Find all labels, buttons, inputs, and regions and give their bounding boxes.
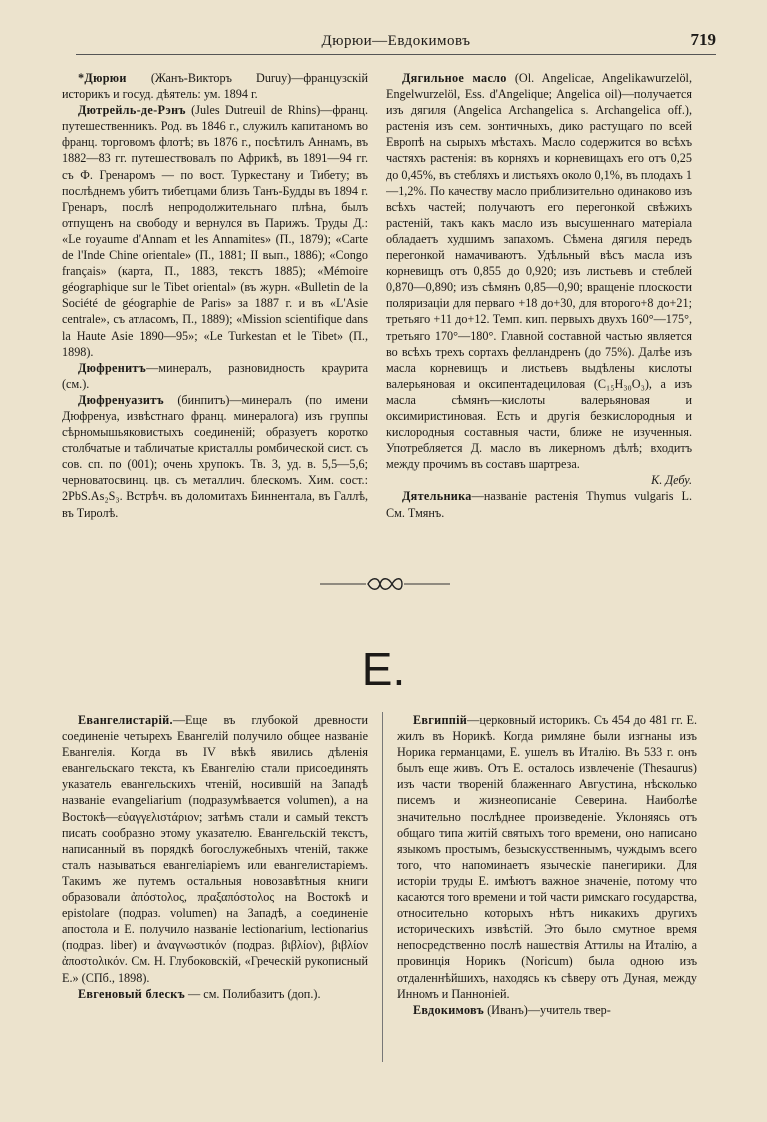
page-number: 719 <box>690 30 716 49</box>
entry-text: (Jules Dutreuil de Rhins)—франц. путешественникъ. Род. въ 1846 г., служилъ капитаномъ во франц. торговомъ флотѣ; въ 1876 г., посѣтилъ Аннамъ, въ 1882—83 гг. путешествовалъ по Африкѣ, въ 1891—94 гг. съ Ф. Гренаромъ — по вост. Туркестану и Тибету; въ послѣднемъ убитъ тибетцами близъ Танъ-Будды въ 1894 г. Гренаръ, послѣ непродолжительнаго плѣна, былъ отпущенъ на свободу и вернулся въ Парижъ. Труды Д.: «Le royaume d'Annam et les Annamites» (П., 1879); «Carte de l'Inde Chine orientale» (П., 1881; II вып., 1886); «Congo français» (карта, П., 1883, текстъ 1885); «Mémoire géographique sur le Tibet oriental» (въ журн. «Bulletin de la Société de géographie de Paris» за 1887 г. и въ «L'Asie centrale», съ атласомъ, П., 1889); «Mission scientifique dans la Haute Asie 1890—95»; «Le Turkestan et le Tibet» (П., 1898). <box>62 103 368 359</box>
entry-headword: Дютрейль-де-Рэнъ <box>78 103 186 118</box>
entry-angelica-oil <box>386 70 692 472</box>
entry-text: —Еще въ глубокой древности соединеніе четырехъ Евангелій получило общее названіе Евангелія. Когда въ IV вѣкѣ явились дѣленія евангельскаго текста, къ Евангелію стали присоединять указатель евангельскихъ чтеній, носившій на Западѣ названіе evangeliarium (подразумѣвается volumen), а на Востокѣ—εὐαγγελιστάριον; затѣмъ стали и самый текстъ писать сообразно этому указателю. Евангельскій текстъ, написанный въ порядкѣ богослужебныхъ чтеній, также сталъ называться евангеліаріемъ или евангелистаріемъ. Такимъ же путемъ остальныя новозавѣтныя книги образовали ἀπόστολος, πραξαπόστολος на Востокѣ и epistolare (подраз. volumen) на Западѣ, а соединеніе апостола и Е. получило названіе lectionarium, lectionarius (подраз. liber) и ἀναγνωστικόν (подраз. βιβλίον), βιβλίον ἀποστολικόν. См. Н. Глубоковскій, «Греческій рукописный Е.» (СПб., 1898). <box>62 713 368 985</box>
entry-headword: Дятельника <box>402 489 472 504</box>
author-signature: К. Дебу. <box>651 473 692 488</box>
entry-headword: Евгиппій <box>413 713 468 727</box>
entry-headword: Дюфренитъ <box>78 360 147 375</box>
section-letter: Е. <box>361 643 406 695</box>
running-title: Дюрюи—Евдокимовъ <box>321 33 471 49</box>
entry-text: — см. Полибазитъ (доп.). <box>185 986 321 1001</box>
entry-dutreuil <box>62 102 368 360</box>
entry-text: (бинпитъ)—минералъ (по имени Дюфренуа, извѣстнаго франц. минералога) изъ группы сѣрномышьяковистыхъ соединеній; образуетъ коротко столбчатые и табличатые кристаллы ромбической сист. съ сов. сп. по (001); очень хрупокъ. Тв. 3, уд. в. 5,5—5,6; черноватосвинц. цв. съ металлич. блескомъ. Хим. сост.: 2PbS.As₂S₃. Встрѣч. въ доломитахъ Биннентала, въ Галлѣ, въ Тиролѣ. <box>62 392 368 520</box>
entry-headword: Дюфренуазитъ <box>78 392 164 407</box>
entry-eugippius <box>397 712 697 1002</box>
entry-evangelistary <box>62 712 368 986</box>
column-right-bottom <box>397 712 697 1112</box>
entry-text: (Ol. Angelicae, Angelikawurzelöl, Engelwurzelöl, Ess. d'Angelique; Angelica oil)—получается изъ дягиля (Angelica Archangelica s. Archangelica off.), растенія изъ сем. зонтичныхъ, дико растущаго по всей Европѣ на сырыхъ мѣстахъ. Масло содержится во всѣхъ частяхъ растенія: въ корняхъ и корневищахъ его отъ 0,25 до 0,45%, въ стебляхъ и листьяхъ около 0,1%, въ плодахъ 1—1,2%. По качеству масло приблизительно одинаково изъ всѣхъ частей; получаютъ его перегонкой свѣжихъ растеній, такъ какъ масло изъ высушеннаго матеріала обладаетъ худшимъ запахомъ. Сѣмена дягиля передъ перегонкой намачиваютъ. Удѣльный вѣсъ масла изъ корневищъ отъ 0,855 до 0,920; изъ листьевъ и стеблей 0,870—0,890; изъ сѣмянъ 0,85—0,90; вращеніе плоскости поляризаціи для перваго +18 до+30, для второго+8 до+21; третьяго +11 до+12. Темп. кип. первыхъ двухъ 160°—175°, третьяго 170°—180°. Главной составной частью является во всѣхъ трехъ сортахъ фелландренъ (до 75%). Далѣе изъ масла корневищъ и листьевъ выдѣлены кислоты валерьяновая и оксипентадециловая (C₁₅H₃₀O₃), а изъ масла сѣмянъ—кислоты валерьяновая и оксимиристиновая. Есть и другія безкислородныя и кислородныя составныя части, ближе не изученныя. Употребляется Д. масло въ ликерномъ дѣлѣ; входитъ между прочимъ въ составъ шартреза. <box>386 71 692 472</box>
entry-headword: Евдокимовъ <box>413 1002 485 1017</box>
entry-evdokimov <box>397 1002 697 1018</box>
column-left-top <box>62 70 368 580</box>
entry-eugenia-glance <box>62 986 368 1002</box>
entry-text: (Иванъ)—учитель твер- <box>484 1002 611 1017</box>
entry-dufrenite <box>62 360 368 392</box>
page-header <box>76 30 716 55</box>
column-right-top <box>386 70 692 540</box>
column-left-bottom <box>62 712 368 1057</box>
ornament-divider-icon <box>320 574 450 594</box>
entry-headword: *Дюрюи <box>78 71 127 85</box>
entry-dufrenoysite <box>62 392 368 521</box>
entry-text: —минералъ, разновидность краурита (см.). <box>62 360 368 391</box>
entry-headword: Дягильное масло <box>402 71 507 85</box>
entry-headword: Евангелистарій. <box>78 713 173 727</box>
entry-text: —церковный историкъ. Съ 454 до 481 гг. Е. жилъ въ Норикѣ. Когда римляне были изгнаны изъ Норика германцами, Е. ушелъ въ Италію. Въ 533 г. онъ былъ еще живъ. Отъ Е. осталось извлеченіе (Thesaurus) изъ части твореній блаженнаго Августина, нѣсколько писемъ и жизнеописаніе Северина. Наиболѣе значительно послѣднее произведеніе. Уклоняясь отъ общаго типа житій святыхъ того времени, оно написано языкомъ простымъ, безыскусственнымъ, чуждымъ всего того, что напоминаетъ языческіе панегирики. Для исторіи труды Е. имѣютъ важное значеніе, потому что касаются того времени и той части римскаго государства, относительно которыхъ нѣтъ никакихъ другихъ историческихъ извѣстій. Это было смутное время непосредственно послѣ нашествія Аттилы на Италію, а провинція Норикъ (Noricum) была одною изъ отдаленнѣйшихъ, находясь къ сѣверу отъ Дуная, между Инномъ и Панноніей. <box>397 713 697 1001</box>
entry-duryui <box>62 70 368 102</box>
entry-text: —названіе растенія Thymus vulgaris L. См. Тмянъ. <box>386 489 692 520</box>
entry-headword: Евгеновый блескъ <box>78 986 185 1001</box>
column-divider <box>382 712 383 1062</box>
entry-text: (Жанъ-Викторъ Duruy)—французскій историкъ и госуд. дѣятель: ум. 1894 г. <box>62 71 368 102</box>
entry-dyatelnika <box>386 488 692 520</box>
